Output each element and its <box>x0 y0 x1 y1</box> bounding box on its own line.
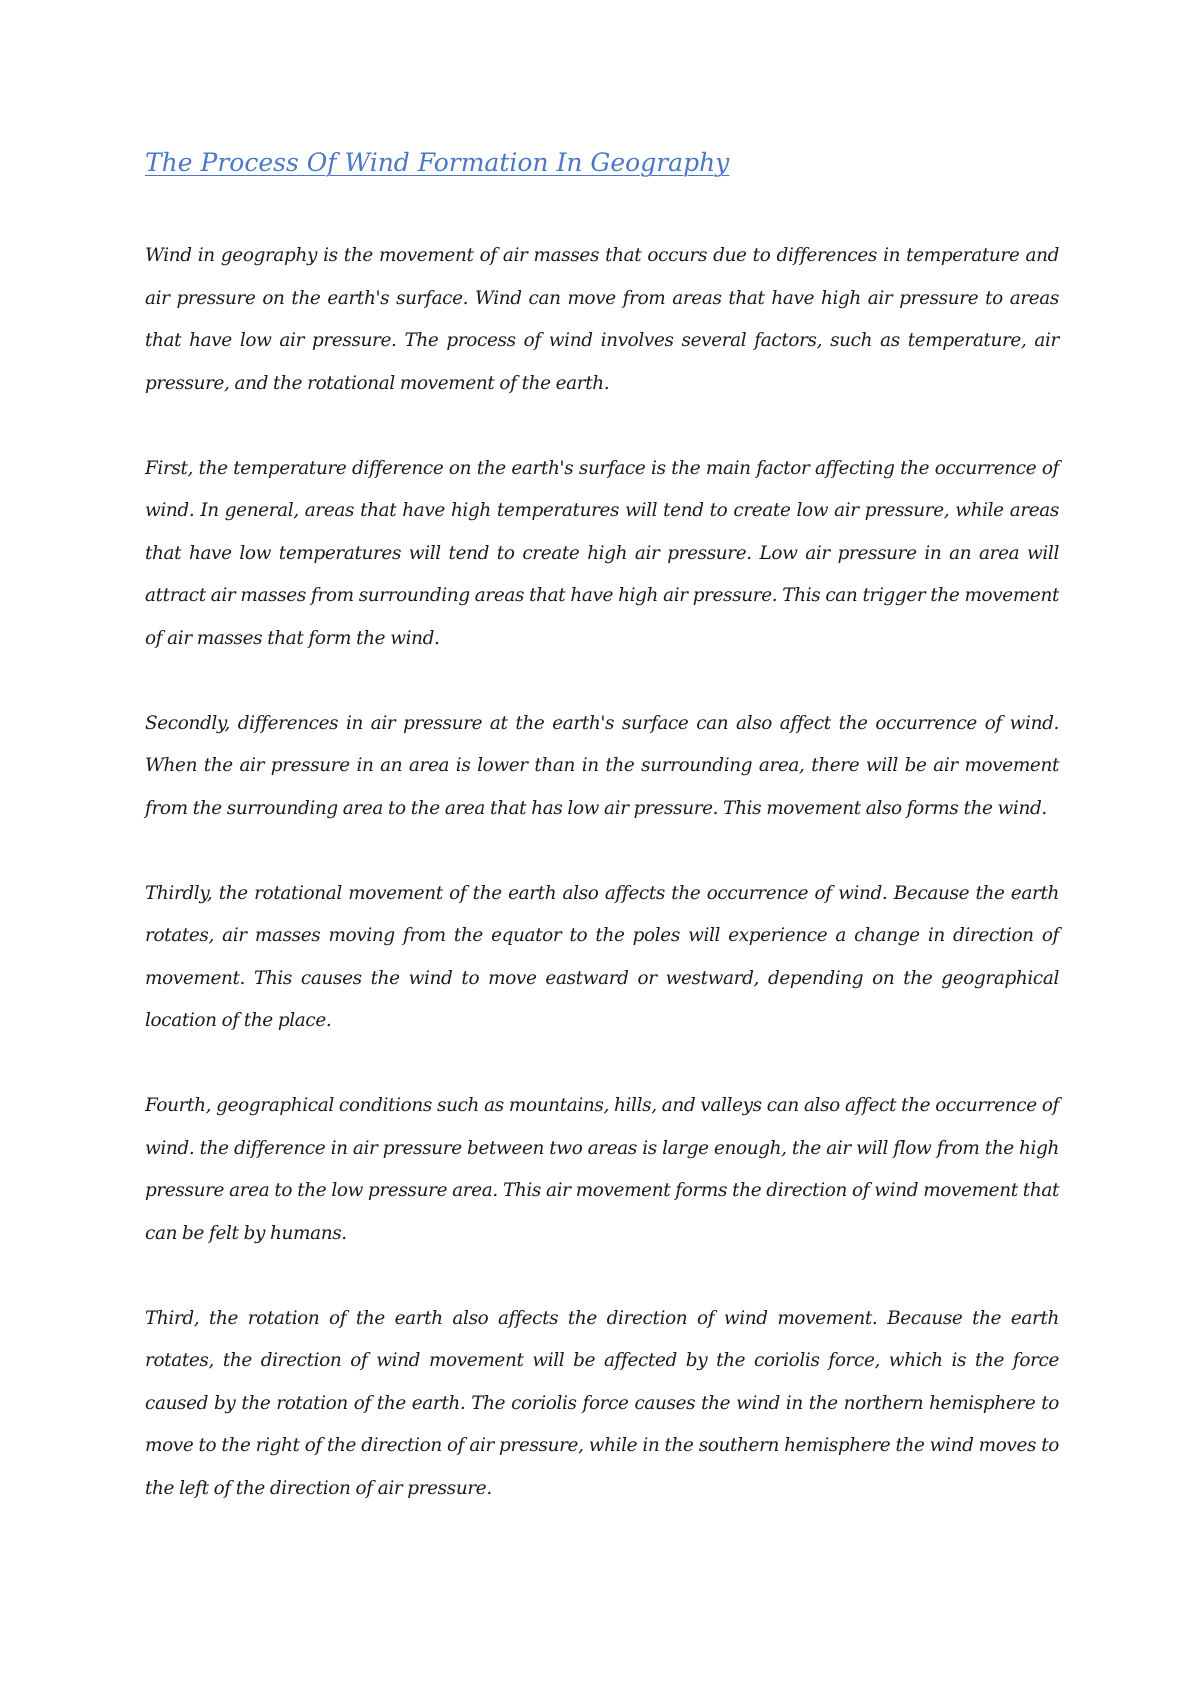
paragraph-intro: Wind in geography is the movement of air masses that occurs due to differences in temperature and air pressure on the earth's surface. Wind can move from areas that have high air pressure to areas that have low air pressure. The process of wind involves several factors, such as temperature, air pressure, and the rotational movement of the earth. <box>145 245 1059 394</box>
document-body <box>145 145 1059 1553</box>
paragraph-air-pressure: Secondly, differences in air pressure at the earth's surface can also affect the occurrence of wind. When the air pressure in an area is lower than in the surrounding area, there will be air movement from the surrounding area to the area that has low air pressure. This movement also forms the wind. <box>145 712 1059 819</box>
document-title: The Process Of Wind Formation In Geography <box>145 148 730 177</box>
paragraph-earth-rotation: Thirdly, the rotational movement of the earth also affects the occurrence of wind. Because the earth rotates, air masses moving from the equator to the poles will experience a change in direction of movement. This causes the wind to move eastward or westward, depending on the geographical location of the place. <box>145 882 1059 1031</box>
paragraph-geographical-conditions: Fourth, geographical conditions such as mountains, hills, and valleys can also affect the occurrence of wind. the difference in air pressure between two areas is large enough, the air will flow from the high pressure area to the low pressure area. This air movement forms the direction of wind movement that can be felt by humans. <box>145 1095 1059 1244</box>
paragraph-coriolis-force: Third, the rotation of the earth also affects the direction of wind movement. Because the earth rotates, the direction of wind movement will be affected by the coriolis force, which is the force caused by the rotation of the earth. The coriolis force causes the wind in the northern hemisphere to move to the right of the direction of air pressure, while in the southern hemisphere the wind moves to the left of the direction of air pressure. <box>145 1307 1059 1499</box>
paragraph-temperature: First, the temperature difference on the earth's surface is the main factor affecting the occurrence of wind. In general, areas that have high temperatures will tend to create low air pressure, while areas that have low temperatures will tend to create high air pressure. Low air pressure in an area will attract air masses from surrounding areas that have high air pressure. This can trigger the movement of air masses that form the wind. <box>145 457 1059 649</box>
